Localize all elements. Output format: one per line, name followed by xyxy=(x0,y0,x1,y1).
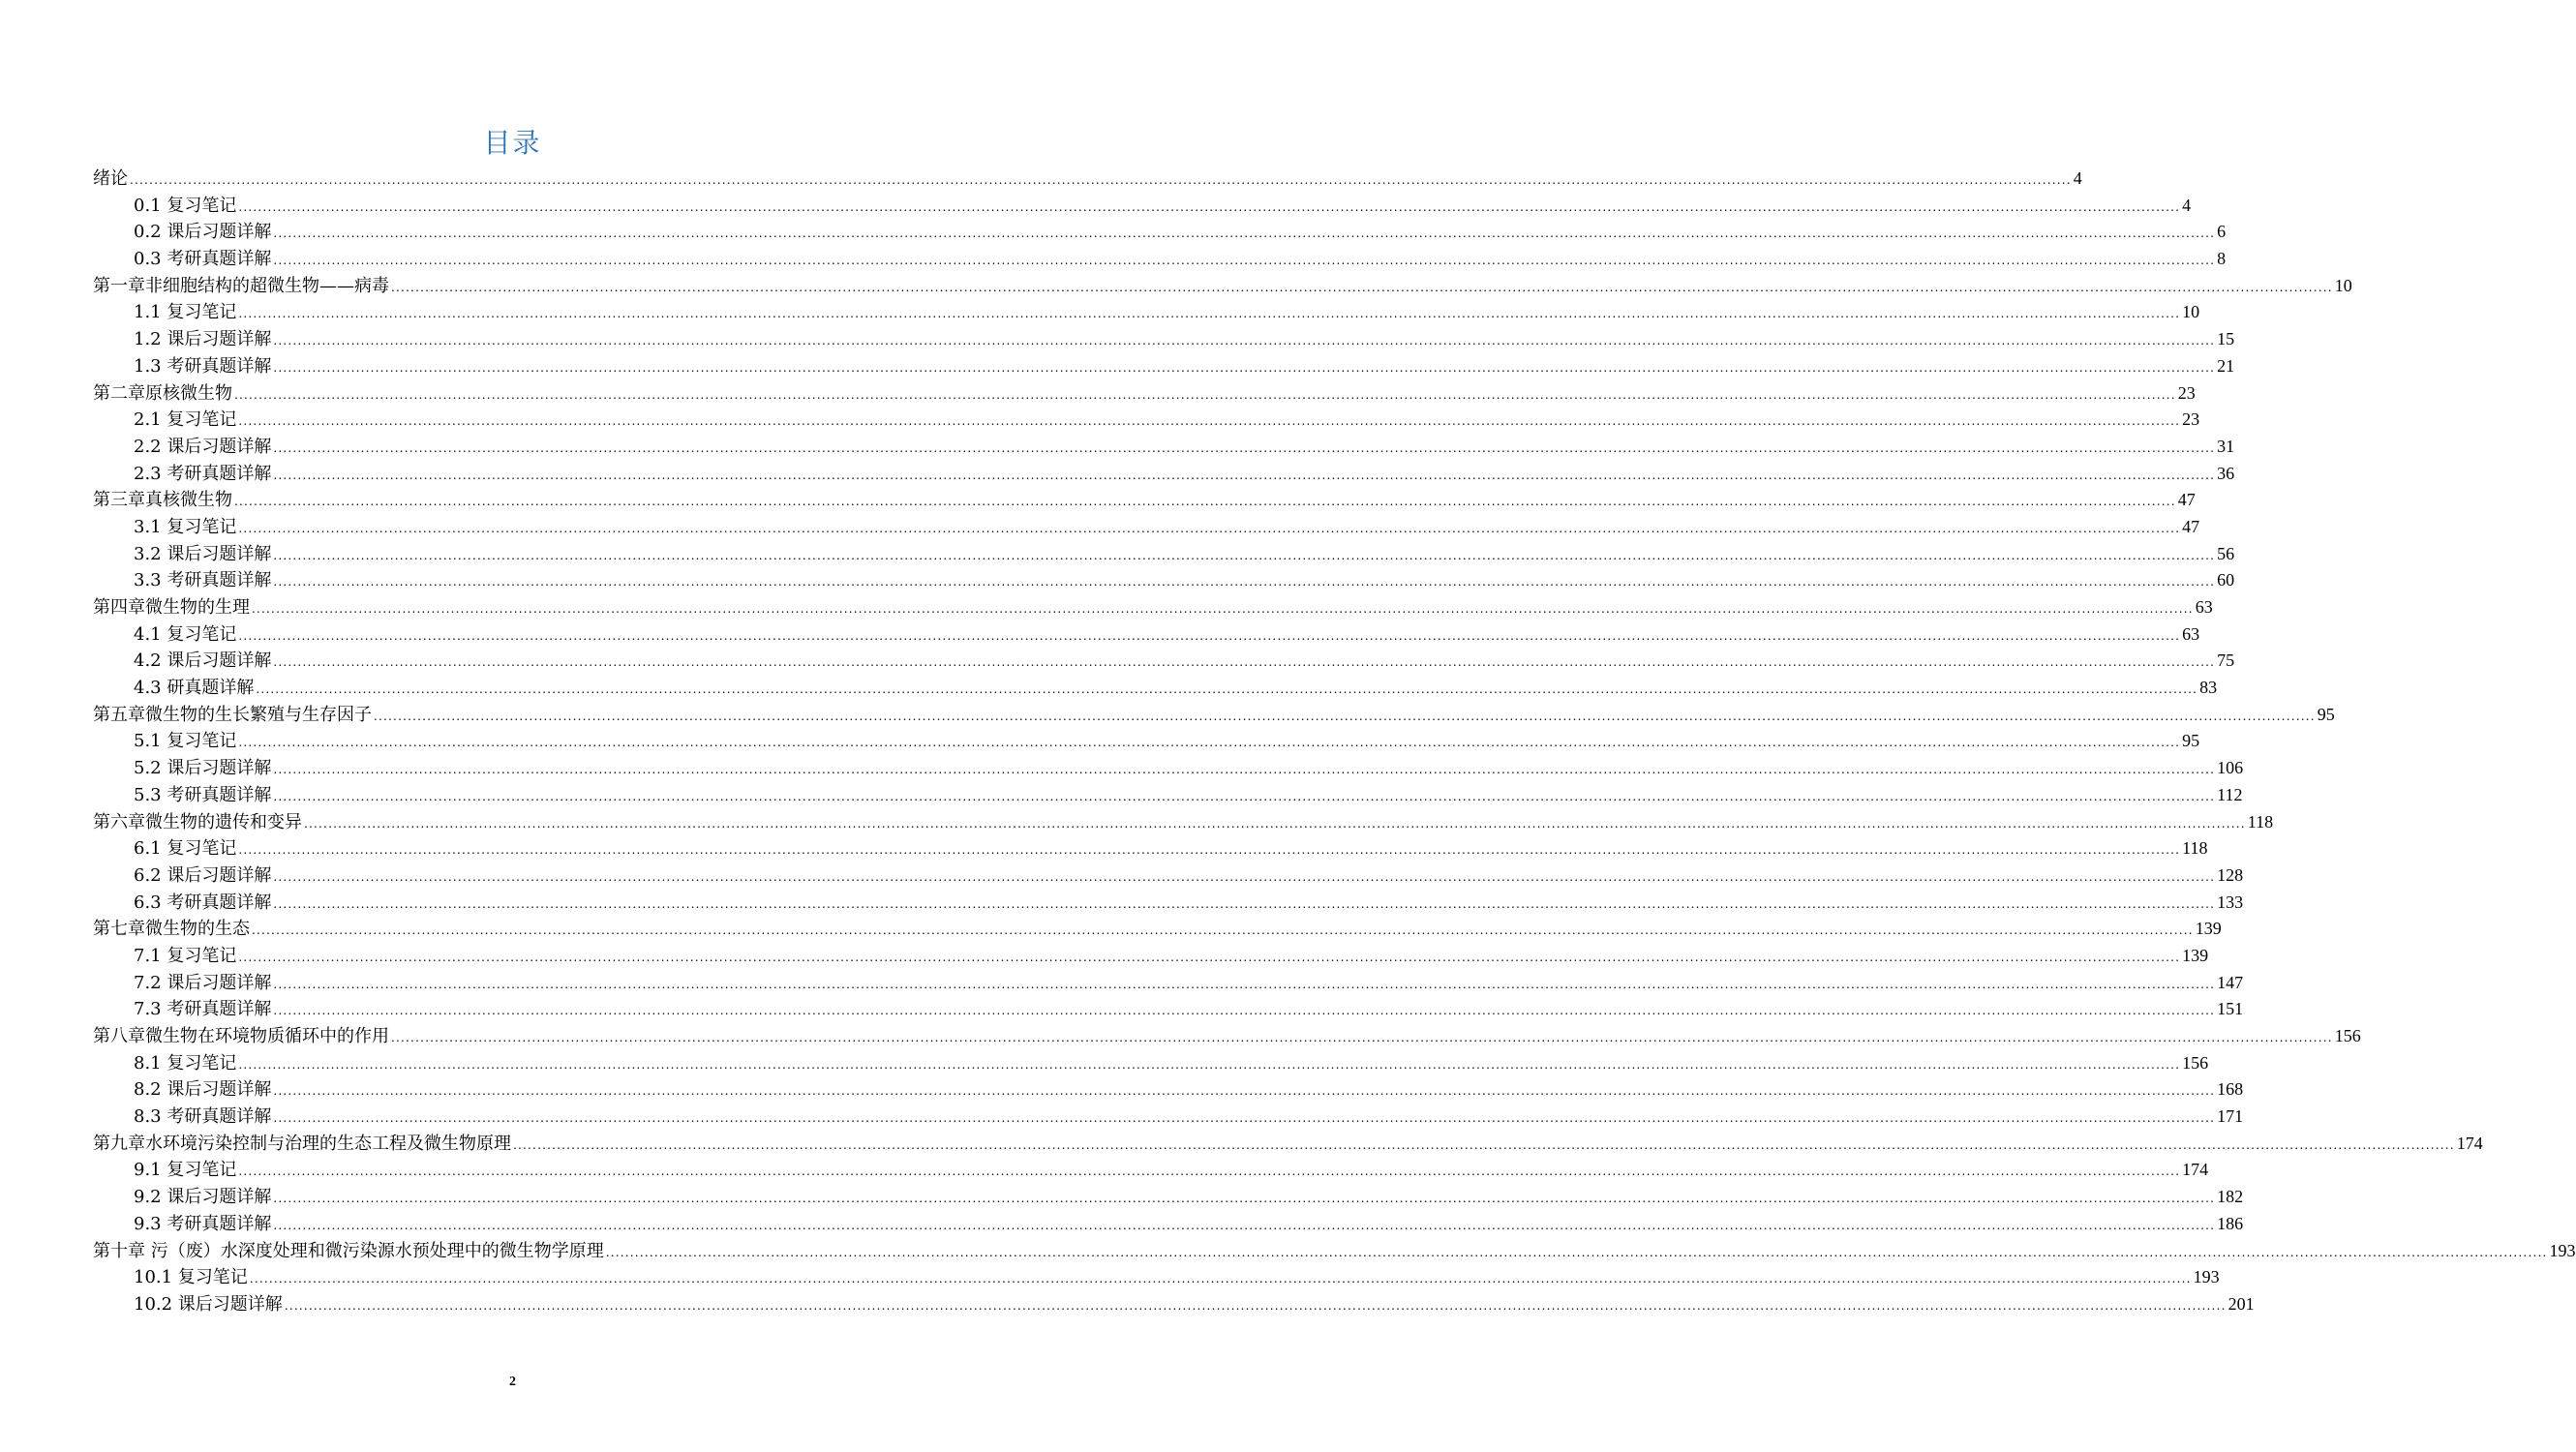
toc-section-entry[interactable] xyxy=(93,1076,2244,1104)
toc-entry-page: 171 xyxy=(2217,1106,2244,1127)
toc-chapter-entry[interactable] xyxy=(93,1131,2483,1158)
toc-section-entry[interactable] xyxy=(93,835,2208,862)
toc-chapter-entry[interactable] xyxy=(93,273,2352,300)
toc-entry-page: 139 xyxy=(2182,945,2209,965)
toc-entry-page: 83 xyxy=(2199,678,2218,698)
dot-leader: ................................................................................................................................................................................................................................................................................................................................................................................................................ xyxy=(238,1057,2181,1072)
toc-chapter-entry[interactable] xyxy=(93,702,2335,729)
toc-chapter-entry[interactable] xyxy=(93,1023,2361,1050)
dot-leader: ................................................................................................................................................................................................................................................................................................................................................................................................................ xyxy=(238,521,2181,535)
toc-entry-label: 4.3 研真题详解 xyxy=(134,678,255,699)
table-of-contents xyxy=(93,166,2576,1318)
toc-section-entry[interactable] xyxy=(93,326,2235,353)
toc-entry-label: 第十章 污（废）水深度处理和微污染源水预处理中的微生物学原理 xyxy=(93,1240,604,1261)
toc-section-entry[interactable] xyxy=(93,1211,2244,1238)
toc-section-entry[interactable] xyxy=(93,1050,2209,1077)
dot-leader: ................................................................................................................................................................................................................................................................................................................................................................................................................ xyxy=(273,789,2216,803)
toc-chapter-entry[interactable] xyxy=(93,166,2082,193)
dot-leader: ................................................................................................................................................................................................................................................................................................................................................................................................................ xyxy=(238,1165,2181,1179)
toc-entry-page: 174 xyxy=(2456,1133,2483,1153)
toc-entry-label: 6.2 课后习题详解 xyxy=(134,864,272,886)
toc-entry-page: 133 xyxy=(2217,892,2244,912)
dot-leader: ................................................................................................................................................................................................................................................................................................................................................................................................................ xyxy=(252,602,2194,616)
dot-leader: ................................................................................................................................................................................................................................................................................................................................................................................................................ xyxy=(273,1218,2216,1232)
dot-leader: ................................................................................................................................................................................................................................................................................................................................................................................................................ xyxy=(130,173,2072,187)
dot-leader: ................................................................................................................................................................................................................................................................................................................................................................................................................ xyxy=(273,575,2216,590)
dot-leader: ................................................................................................................................................................................................................................................................................................................................................................................................................ xyxy=(238,843,2181,858)
dot-leader: ................................................................................................................................................................................................................................................................................................................................................................................................................ xyxy=(273,763,2216,777)
toc-entry-label: 10.1 复习笔记 xyxy=(134,1267,248,1288)
toc-entry-label: 第四章微生物的生理 xyxy=(93,597,250,618)
toc-entry-label: 4.2 课后习题详解 xyxy=(134,650,272,672)
toc-entry-page: 186 xyxy=(2217,1213,2244,1233)
toc-entry-page: 193 xyxy=(2549,1240,2576,1260)
dot-leader: ................................................................................................................................................................................................................................................................................................................................................................................................................ xyxy=(273,440,2216,455)
toc-entry-label: 7.1 复习笔记 xyxy=(134,945,237,966)
toc-chapter-entry[interactable] xyxy=(93,1238,2576,1265)
toc-entry-page: 31 xyxy=(2217,436,2235,456)
toc-section-entry[interactable] xyxy=(93,1184,2244,1211)
toc-section-entry[interactable] xyxy=(93,1104,2244,1131)
toc-section-entry[interactable] xyxy=(93,193,2192,220)
toc-section-entry[interactable] xyxy=(93,299,2200,326)
toc-entry-page: 193 xyxy=(2193,1267,2220,1287)
toc-entry-label: 10.2 课后习题详解 xyxy=(134,1293,283,1315)
toc-section-entry[interactable] xyxy=(93,782,2243,809)
toc-entry-page: 201 xyxy=(2227,1293,2255,1314)
toc-entry-label: 第七章微生物的生态 xyxy=(93,919,250,940)
toc-chapter-entry[interactable] xyxy=(93,916,2222,943)
dot-leader: ................................................................................................................................................................................................................................................................................................................................................................................................................ xyxy=(238,307,2181,321)
dot-leader: ................................................................................................................................................................................................................................................................................................................................................................................................................ xyxy=(273,227,2216,241)
toc-entry-label: 第八章微生物在环境物质循环中的作用 xyxy=(93,1026,389,1046)
toc-entry-page: 36 xyxy=(2217,463,2235,483)
toc-entry-label: 6.1 复习笔记 xyxy=(134,838,237,860)
dot-leader: ................................................................................................................................................................................................................................................................................................................................................................................................................ xyxy=(238,736,2181,750)
toc-entry-label: 4.1 复习笔记 xyxy=(134,623,237,645)
toc-entry-page: 21 xyxy=(2217,355,2235,376)
dot-leader: ................................................................................................................................................................................................................................................................................................................................................................................................................ xyxy=(273,1111,2216,1126)
toc-entry-label: 9.1 复习笔记 xyxy=(134,1160,237,1181)
dot-leader: ................................................................................................................................................................................................................................................................................................................................................................................................................ xyxy=(273,1192,2216,1206)
toc-entry-page: 4 xyxy=(2182,195,2192,215)
toc-entry-page: 8 xyxy=(2217,249,2227,269)
toc-section-entry[interactable] xyxy=(93,728,2200,755)
toc-entry-page: 10 xyxy=(2334,275,2352,295)
toc-section-entry[interactable] xyxy=(93,541,2235,568)
dot-leader: ................................................................................................................................................................................................................................................................................................................................................................................................................ xyxy=(273,1004,2216,1018)
toc-entry-label: 5.2 课后习题详解 xyxy=(134,758,272,779)
toc-entry-page: 112 xyxy=(2217,784,2243,804)
toc-section-entry[interactable] xyxy=(93,1291,2255,1318)
toc-section-entry[interactable] xyxy=(93,353,2235,380)
toc-section-entry[interactable] xyxy=(93,648,2235,675)
toc-entry-page: 60 xyxy=(2217,570,2235,590)
toc-section-entry[interactable] xyxy=(93,434,2235,461)
toc-entry-label: 2.3 考研真题详解 xyxy=(134,463,272,484)
toc-section-entry[interactable] xyxy=(93,1157,2209,1184)
toc-entry-page: 75 xyxy=(2217,650,2235,671)
toc-entry-label: 1.2 课后习题详解 xyxy=(134,329,272,350)
toc-entry-page: 23 xyxy=(2182,409,2200,430)
toc-entry-page: 139 xyxy=(2195,919,2222,939)
toc-section-entry[interactable] xyxy=(93,1264,2220,1291)
toc-chapter-entry[interactable] xyxy=(93,594,2213,621)
toc-entry-page: 118 xyxy=(2247,811,2274,832)
toc-entry-label: 5.3 考研真题详解 xyxy=(134,784,272,805)
toc-entry-label: 9.3 考研真题详解 xyxy=(134,1213,272,1234)
toc-entry-page: 56 xyxy=(2217,543,2235,563)
dot-leader: ................................................................................................................................................................................................................................................................................................................................................................................................................ xyxy=(273,254,2216,268)
toc-entry-label: 0.3 考研真题详解 xyxy=(134,249,272,270)
dot-leader: ................................................................................................................................................................................................................................................................................................................................................................................................................ xyxy=(284,1298,2227,1313)
toc-section-entry[interactable] xyxy=(93,943,2209,970)
toc-entry-page: 95 xyxy=(2182,731,2200,751)
dot-leader: ................................................................................................................................................................................................................................................................................................................................................................................................................ xyxy=(252,923,2194,938)
toc-section-entry[interactable] xyxy=(93,755,2244,782)
dot-leader: ................................................................................................................................................................................................................................................................................................................................................................................................................ xyxy=(273,1084,2216,1099)
toc-entry-page: 151 xyxy=(2217,999,2244,1019)
toc-entry-page: 63 xyxy=(2195,597,2213,617)
toc-entry-label: 8.3 考研真题详解 xyxy=(134,1106,272,1128)
page-title: 目录 xyxy=(483,127,542,159)
toc-entry-page: 95 xyxy=(2317,704,2335,724)
toc-entry-label: 6.3 考研真题详解 xyxy=(134,892,272,913)
toc-entry-page: 23 xyxy=(2177,382,2196,403)
toc-entry-label: 第九章水环境污染控制与治理的生态工程及微生物原理 xyxy=(93,1133,511,1154)
page-number: 2 xyxy=(509,1375,516,1389)
dot-leader: ................................................................................................................................................................................................................................................................................................................................................................................................................ xyxy=(256,682,2198,697)
toc-entry-label: 第三章真核微生物 xyxy=(93,490,232,511)
toc-entry-page: 4 xyxy=(2073,168,2082,188)
toc-section-entry[interactable] xyxy=(93,514,2200,541)
toc-section-entry[interactable] xyxy=(93,219,2227,246)
toc-entry-page: 118 xyxy=(2182,838,2208,859)
dot-leader: ................................................................................................................................................................................................................................................................................................................................................................................................................ xyxy=(513,1137,2455,1152)
dot-leader: ................................................................................................................................................................................................................................................................................................................................................................................................................ xyxy=(391,1031,2333,1044)
toc-entry-label: 0.2 课后习题详解 xyxy=(134,222,272,243)
dot-leader: ................................................................................................................................................................................................................................................................................................................................................................................................................ xyxy=(273,896,2216,911)
toc-entry-label: 8.2 课后习题详解 xyxy=(134,1079,272,1101)
toc-entry-page: 156 xyxy=(2182,1052,2209,1073)
dot-leader: ................................................................................................................................................................................................................................................................................................................................................................................................................ xyxy=(273,655,2216,670)
toc-section-entry[interactable] xyxy=(93,862,2244,890)
toc-chapter-entry[interactable] xyxy=(93,380,2196,408)
dot-leader: ................................................................................................................................................................................................................................................................................................................................................................................................................ xyxy=(234,495,2176,509)
toc-entry-label: 第五章微生物的生长繁殖与生存因子 xyxy=(93,704,372,725)
toc-entry-label: 第二章原核微生物 xyxy=(93,382,232,404)
toc-entry-page: 156 xyxy=(2334,1026,2361,1045)
toc-entry-page: 15 xyxy=(2217,329,2235,349)
toc-section-entry[interactable] xyxy=(93,890,2244,917)
toc-entry-label: 2.2 课后习题详解 xyxy=(134,436,272,457)
toc-entry-label: 7.2 课后习题详解 xyxy=(134,972,272,993)
toc-entry-label: 1.3 考研真题详解 xyxy=(134,355,272,377)
toc-entry-page: 63 xyxy=(2182,623,2200,644)
toc-entry-label: 第六章微生物的遗传和变异 xyxy=(93,811,302,832)
toc-entry-page: 174 xyxy=(2182,1160,2209,1180)
toc-section-entry[interactable] xyxy=(93,970,2244,997)
toc-entry-label: 7.3 考研真题详解 xyxy=(134,999,272,1020)
dot-leader: ................................................................................................................................................................................................................................................................................................................................................................................................................ xyxy=(238,414,2181,429)
toc-section-entry[interactable] xyxy=(93,407,2200,434)
dot-leader: ................................................................................................................................................................................................................................................................................................................................................................................................................ xyxy=(273,360,2216,375)
toc-section-entry[interactable] xyxy=(93,996,2244,1023)
toc-entry-label: 3.3 考研真题详解 xyxy=(134,570,272,591)
toc-chapter-entry[interactable] xyxy=(93,487,2196,514)
toc-section-entry[interactable] xyxy=(93,461,2235,488)
toc-entry-label: 2.1 复习笔记 xyxy=(134,409,237,431)
dot-leader: ................................................................................................................................................................................................................................................................................................................................................................................................................ xyxy=(273,548,2216,562)
toc-entry-page: 47 xyxy=(2177,490,2196,510)
dot-leader: ................................................................................................................................................................................................................................................................................................................................................................................................................ xyxy=(238,950,2181,964)
toc-section-entry[interactable] xyxy=(93,675,2218,702)
dot-leader: ................................................................................................................................................................................................................................................................................................................................................................................................................ xyxy=(273,977,2216,991)
toc-entry-label: 第一章非细胞结构的超微生物——病毒 xyxy=(93,275,389,296)
toc-section-entry[interactable] xyxy=(93,621,2200,649)
toc-section-entry[interactable] xyxy=(93,567,2235,594)
toc-entry-label: 9.2 课后习题详解 xyxy=(134,1187,272,1208)
toc-entry-page: 106 xyxy=(2217,758,2244,778)
toc-entry-label: 0.1 复习笔记 xyxy=(134,195,237,216)
toc-entry-label: 3.1 复习笔记 xyxy=(134,516,237,537)
dot-leader: ................................................................................................................................................................................................................................................................................................................................................................................................................ xyxy=(234,387,2176,402)
toc-entry-page: 168 xyxy=(2217,1079,2244,1100)
toc-section-entry[interactable] xyxy=(93,246,2227,273)
toc-entry-page: 147 xyxy=(2217,972,2244,992)
dot-leader: ................................................................................................................................................................................................................................................................................................................................................................................................................ xyxy=(605,1245,2548,1259)
dot-leader: ................................................................................................................................................................................................................................................................................................................................................................................................................ xyxy=(374,709,2316,723)
toc-entry-page: 182 xyxy=(2217,1187,2244,1207)
dot-leader: ................................................................................................................................................................................................................................................................................................................................................................................................................ xyxy=(249,1272,2192,1286)
dot-leader: ................................................................................................................................................................................................................................................................................................................................................................................................................ xyxy=(238,199,2181,214)
dot-leader: ................................................................................................................................................................................................................................................................................................................................................................................................................ xyxy=(304,816,2246,831)
toc-entry-page: 6 xyxy=(2217,222,2227,242)
toc-entry-page: 10 xyxy=(2182,302,2200,322)
dot-leader: ................................................................................................................................................................................................................................................................................................................................................................................................................ xyxy=(238,628,2181,643)
dot-leader: ................................................................................................................................................................................................................................................................................................................................................................................................................ xyxy=(273,468,2216,482)
dot-leader: ................................................................................................................................................................................................................................................................................................................................................................................................................ xyxy=(273,334,2216,348)
toc-entry-label: 5.1 复习笔记 xyxy=(134,731,237,752)
toc-entry-page: 128 xyxy=(2217,864,2244,885)
toc-entry-label: 1.1 复习笔记 xyxy=(134,302,237,323)
toc-entry-label: 3.2 课后习题详解 xyxy=(134,543,272,564)
toc-entry-page: 47 xyxy=(2182,516,2200,536)
dot-leader: ................................................................................................................................................................................................................................................................................................................................................................................................................ xyxy=(273,869,2216,884)
toc-chapter-entry[interactable] xyxy=(93,809,2274,836)
toc-entry-label: 8.1 复习笔记 xyxy=(134,1052,237,1074)
toc-entry-label: 绪论 xyxy=(93,168,128,189)
dot-leader: ................................................................................................................................................................................................................................................................................................................................................................................................................ xyxy=(391,280,2333,294)
